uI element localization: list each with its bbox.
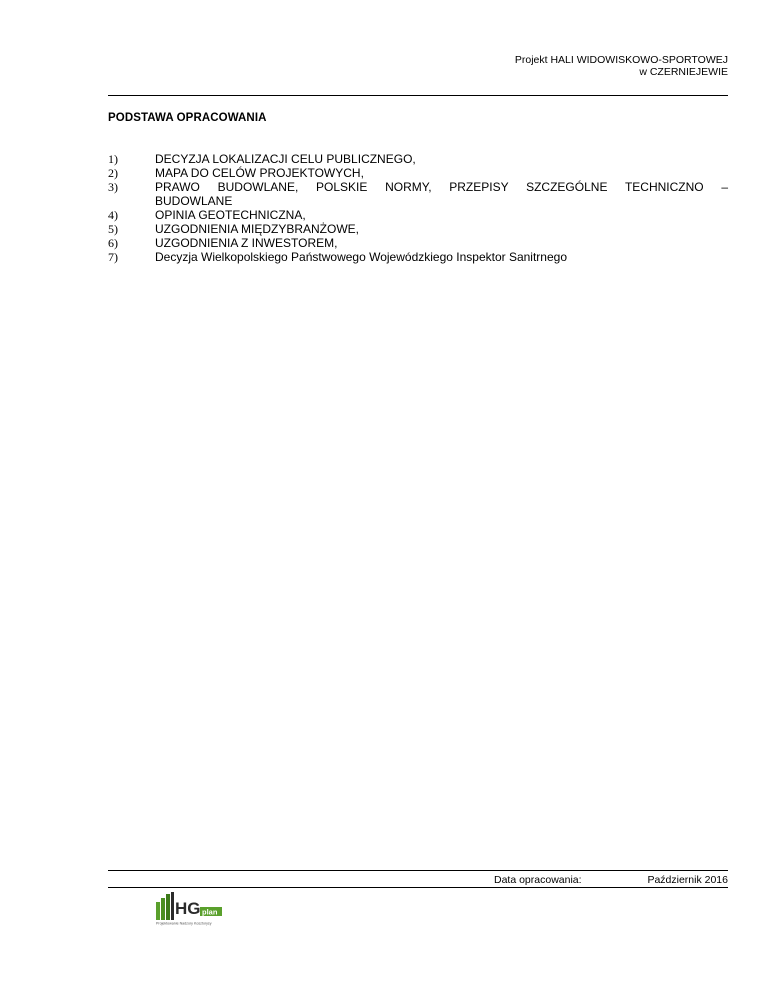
- list-item-text-line2: BUDOWLANE: [155, 194, 233, 208]
- section-title: PODSTAWA OPRACOWANIA: [108, 112, 267, 124]
- basis-list: [108, 152, 728, 264]
- list-item-text: DECYZJA LOKALIZACJI CELU PUBLICZNEGO,: [155, 152, 416, 166]
- list-item-text: UZGODNIENIA Z INWESTOREM,: [155, 236, 338, 250]
- list-item: [108, 180, 728, 208]
- footer-divider-top: [108, 870, 728, 871]
- list-item: [108, 166, 728, 180]
- list-item-number: 7): [108, 250, 118, 264]
- list-item: [108, 208, 728, 222]
- list-item-text: [155, 180, 728, 208]
- list-item-text: Decyzja Wielkopolskiego Państwowego Wojewódzkiego Inspektor Sanitrnego: [155, 250, 567, 264]
- footer-date-value: Październik 2016: [647, 874, 728, 886]
- list-item-number: 6): [108, 236, 118, 250]
- list-item: [108, 222, 728, 236]
- list-item-text-line1: PRAWO BUDOWLANE, POLSKIE NORMY, PRZEPISY SZCZEGÓLNE TECHNICZNO –: [155, 180, 728, 194]
- list-item-number: 2): [108, 166, 118, 180]
- list-item-text: MAPA DO CELÓW PROJEKTOWYCH,: [155, 166, 364, 180]
- list-item-text: UZGODNIENIA MIĘDZYBRANŻOWE,: [155, 222, 360, 236]
- page-header: [515, 54, 728, 78]
- footer-divider-bottom: [108, 887, 728, 888]
- list-item-number: 1): [108, 152, 118, 166]
- svg-text:plan: plan: [202, 907, 218, 917]
- list-item: [108, 152, 728, 166]
- header-location-line: w CZERNIEJEWIE: [639, 66, 728, 78]
- svg-text:Projektowanie Nadzory Koszto: Projektowanie Nadzory Kosztorysy: [156, 921, 212, 926]
- list-item-number: 4): [108, 208, 118, 222]
- svg-text:HG: HG: [175, 899, 201, 918]
- list-item-number: 3): [108, 180, 118, 194]
- header-project-line: Projekt HALI WIDOWISKOWO-SPORTOWEJ: [514, 54, 728, 66]
- footer-date-label: Data opracowania:: [494, 874, 582, 886]
- list-item: [108, 250, 728, 264]
- header-divider: [108, 95, 728, 96]
- company-logo-graphic: [154, 890, 224, 926]
- list-item-text: OPINIA GEOTECHNICZNA,: [155, 208, 306, 222]
- list-item: [108, 236, 728, 250]
- company-logo: [154, 890, 224, 926]
- list-item-number: 5): [108, 222, 118, 236]
